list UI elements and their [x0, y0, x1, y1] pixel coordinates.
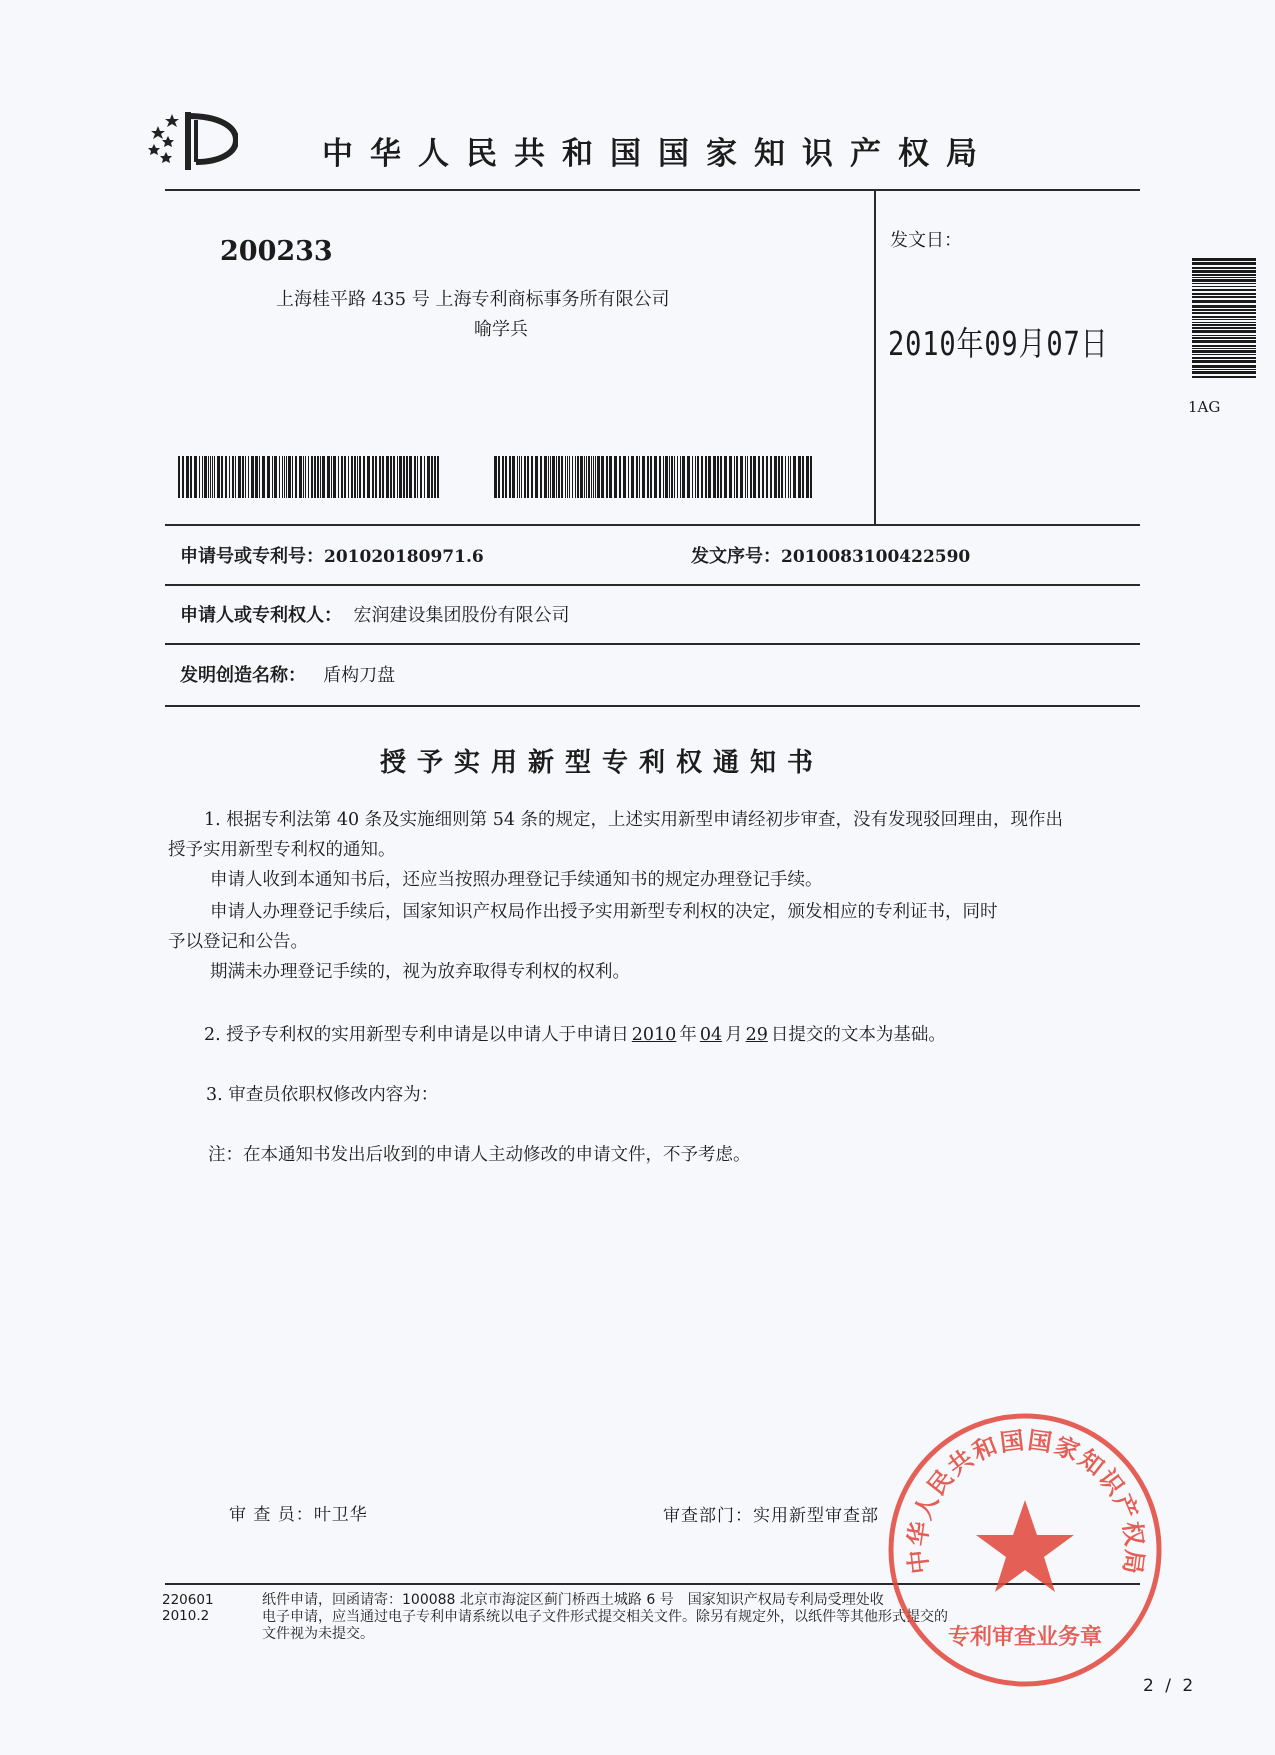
barcode-bar [284, 456, 285, 498]
barcode-bar [279, 456, 280, 498]
barcode-bar [770, 456, 772, 498]
barcode-bar [314, 456, 316, 498]
barcode-bar [267, 456, 270, 498]
barcode-bar [747, 456, 748, 498]
agent-name: 喻学兵 [474, 319, 528, 340]
barcode-bar [665, 456, 668, 498]
application-number-row [180, 542, 484, 568]
barcode-bar [1192, 262, 1256, 265]
footer-line-3: 文件视为未提交。 [262, 1626, 374, 1642]
barcode-bar [178, 456, 180, 498]
barcode-bar [221, 456, 223, 498]
barcode-bar [720, 456, 722, 498]
barcode-bar [255, 456, 258, 498]
barcode-bar [531, 456, 533, 498]
filing-month-unit: 月 [725, 1025, 743, 1045]
barcode-bar [745, 456, 746, 498]
barcode-bar [320, 456, 321, 498]
barcode-bar [572, 456, 573, 498]
barcode-bar [1192, 293, 1256, 295]
barcode-bar [1192, 348, 1256, 349]
applicant-label: 申请人或专利权人： [180, 605, 342, 626]
barcode-bar [259, 456, 260, 498]
barcode-bar [344, 456, 346, 498]
barcode-bar [650, 456, 652, 498]
barcode-bar [636, 456, 638, 498]
barcode-bar [502, 456, 504, 498]
barcode-bar [1192, 345, 1256, 347]
item-2-suffix: 日提交的文本为基础。 [770, 1025, 946, 1045]
barcode-bar [311, 456, 313, 498]
filing-year: 2010 [631, 1025, 677, 1045]
barcode-bar [1192, 270, 1256, 273]
barcode-bar [354, 456, 356, 498]
barcode-bar [379, 456, 381, 498]
barcode-right [494, 456, 814, 498]
barcode-bar [317, 456, 319, 498]
barcode-bar [521, 456, 522, 498]
barcode-bar [591, 456, 592, 498]
note: 注：在本通知书发出后收到的申请人主动修改的申请文件，不予考虑。 [208, 1145, 751, 1165]
barcode-bar [303, 456, 304, 498]
page-number: 2 / 2 [1143, 1676, 1197, 1696]
barcode-bar [527, 456, 529, 498]
rule-3 [165, 705, 1140, 707]
barcode-bar [713, 456, 716, 498]
barcode-bar [606, 456, 608, 498]
barcode-bar [1192, 300, 1256, 303]
examiner-label: 审 查 员： [229, 1505, 314, 1525]
barcode-bar [1192, 365, 1256, 368]
sipo-logo [148, 108, 238, 174]
paragraph-3-line-2: 予以登记和公告。 [168, 932, 308, 952]
barcode-bar [548, 456, 549, 498]
barcode-bar [519, 456, 520, 498]
side-code: 1AG [1188, 398, 1221, 416]
barcode-bar [788, 456, 789, 498]
barcode-bar [208, 456, 209, 498]
barcode-bar [1192, 316, 1256, 318]
barcode-bar [509, 456, 511, 498]
barcode-bar [1192, 267, 1256, 269]
barcode-bar [431, 456, 433, 498]
applicant-name: 宏润建设集团股份有限公司 [353, 605, 570, 626]
barcode-bar [639, 456, 640, 498]
barcode-side [1192, 258, 1256, 378]
barcode-bar [399, 456, 402, 498]
barcode-bar [1192, 279, 1256, 282]
barcode-bar [550, 456, 551, 498]
barcode-bar [736, 456, 738, 498]
barcode-bar [286, 456, 287, 498]
barcode-bar [631, 456, 634, 498]
barcode-bar [609, 456, 612, 498]
postcode: 200233 [220, 236, 333, 267]
barcode-bar [417, 456, 418, 498]
applicant-row [180, 601, 569, 627]
barcode-bar [182, 456, 184, 498]
barcode-bar [1192, 354, 1256, 355]
barcode-bar [202, 456, 203, 498]
barcode-bar [225, 456, 227, 498]
barcode-bar [359, 456, 361, 498]
filing-month: 04 [699, 1025, 723, 1045]
barcode-bar [595, 456, 596, 498]
barcode-bar [577, 456, 579, 498]
barcode-bar [274, 456, 277, 498]
barcode-bar [774, 456, 777, 498]
barcode-bar [1192, 324, 1256, 326]
barcode-bar [588, 456, 590, 498]
barcode-bar [1192, 312, 1256, 314]
barcode-bar [288, 456, 291, 498]
barcode-bar [232, 456, 234, 498]
paragraph-3-line-1: 申请人办理登记手续后，国家知识产权局作出授予实用新型专利权的决定，颁发相应的专利证书，同时 [210, 902, 998, 922]
paragraph-1-line-1: 1. 根据专利法第 40 条及实施细则第 54 条的规定，上述实用新型申请经初步审查，没有发现驳回理由，现作出 [204, 810, 1064, 830]
paragraph-2: 申请人收到本通知书后，还应当按照办理登记手续通知书的规定办理登记手续。 [210, 870, 823, 890]
issue-date-label: 发文日： [890, 230, 962, 251]
barcode-bar [204, 456, 207, 498]
barcode-bar [194, 456, 197, 498]
barcode-bar [535, 456, 538, 498]
application-number-label: 申请号或专利号： [180, 546, 324, 567]
barcode-bar [393, 456, 395, 498]
barcode-bar [245, 456, 246, 498]
barcode-bar [190, 456, 192, 498]
barcode-bar [1192, 369, 1256, 370]
barcode-bar [292, 456, 293, 498]
barcode-bar [242, 456, 244, 498]
barcode-bar [229, 456, 230, 498]
barcode-bar [740, 456, 743, 498]
barcode-bar [798, 456, 801, 498]
barcode-bar [793, 456, 796, 498]
barcode-bar [682, 456, 685, 498]
barcode-bar [199, 456, 200, 498]
barcode-bar [697, 456, 699, 498]
barcode-bar [575, 456, 576, 498]
barcode-bar [348, 456, 349, 498]
barcode-bar [734, 456, 735, 498]
recipient-address: 上海桂平路 435 号 上海专利商标事务所有限公司 [276, 289, 670, 310]
item-2 [204, 1020, 946, 1050]
barcode-bar [753, 456, 756, 498]
footer-line-1: 纸件申请，回函请寄：100088 北京市海淀区蓟门桥西土城路 6 号 国家知识产权局专利局受理处收 [262, 1592, 884, 1608]
barcode-bar [295, 456, 297, 498]
fields-top-rule [165, 524, 1140, 526]
barcode-bar [806, 456, 809, 498]
barcode-bar [785, 456, 786, 498]
form-code-2: 2010.2 [162, 1608, 210, 1624]
barcode-bar [238, 456, 241, 498]
barcode-bar [544, 456, 547, 498]
barcode-bar [305, 456, 306, 498]
barcode-bar [584, 456, 585, 498]
barcode-bar [341, 456, 343, 498]
barcode-bar [705, 456, 707, 498]
barcode-bar [214, 456, 215, 498]
department-label: 审查部门： [663, 1506, 753, 1526]
barcode-bar [680, 456, 681, 498]
barcode-bar [1192, 322, 1256, 323]
barcode-bar [409, 456, 412, 498]
barcode-bar [512, 456, 515, 498]
barcode-bar [1192, 286, 1256, 287]
form-code [162, 1592, 214, 1624]
barcode-bar [524, 456, 526, 498]
barcode-bar [186, 456, 189, 498]
barcode-bar [540, 456, 542, 498]
barcode-bar [382, 456, 384, 498]
barcode-bar [628, 456, 629, 498]
seal-sub-text: 专利审查业务章 [947, 1624, 1103, 1650]
barcode-bar [619, 456, 621, 498]
barcode-bar [498, 456, 500, 498]
barcode-bar [580, 456, 583, 498]
barcode-bar [556, 456, 557, 498]
barcode-bar [322, 456, 325, 498]
filing-year-unit: 年 [679, 1025, 697, 1045]
paragraph-4: 期满未办理登记手续的，视为放弃取得专利权的权利。 [210, 962, 630, 982]
barcode-bar [677, 456, 678, 498]
barcode-bar [262, 456, 265, 498]
barcode-bar [687, 456, 690, 498]
item-2-prefix: 2. 授予专利权的实用新型专利申请是以申请人于申请日 [204, 1025, 629, 1045]
barcode-bar [272, 456, 273, 498]
barcode-bar [505, 456, 507, 498]
barcode-bar [327, 456, 330, 498]
barcode-bar [778, 456, 780, 498]
barcode-bar [565, 456, 566, 498]
barcode-bar [1192, 305, 1256, 308]
barcode-bar [1192, 371, 1256, 374]
rule-1 [165, 584, 1140, 586]
barcode-bar [1192, 330, 1256, 333]
barcode-bar [420, 456, 422, 498]
barcode-bar [692, 456, 693, 498]
barcode-bar [1192, 296, 1256, 298]
barcode-bar [558, 456, 560, 498]
application-number: 201020180971.6 [324, 547, 484, 567]
barcode-bar [1192, 376, 1256, 378]
barcode-bar [308, 456, 309, 498]
barcode-bar [210, 456, 211, 498]
barcode-bar [338, 456, 339, 498]
barcode-bar [1192, 360, 1256, 363]
barcode-bar [397, 456, 398, 498]
barcode-bar [331, 456, 332, 498]
item-3: 3. 审查员依职权修改内容为： [206, 1085, 439, 1105]
barcode-bar [363, 456, 365, 498]
barcode-bar [406, 456, 408, 498]
barcode-bar [494, 456, 497, 498]
barcode-bar [1192, 357, 1256, 359]
barcode-bar [1192, 335, 1256, 336]
form-code-1: 220601 [162, 1592, 214, 1608]
barcode-bar [375, 456, 377, 498]
seal-text: 中华人民共和国国家知识产权局 [902, 1425, 1150, 1578]
barcode-bar [671, 456, 673, 498]
barcode-bar [623, 456, 626, 498]
header-divider [874, 189, 876, 525]
document-serial: 2010083100422590 [781, 547, 971, 567]
barcode-bar [708, 456, 711, 498]
barcode-bar [1192, 319, 1256, 320]
barcode-bar [1192, 289, 1256, 291]
barcode-bar [674, 456, 675, 498]
barcode-bar [1192, 327, 1256, 329]
barcode-bar [729, 456, 732, 498]
barcode-bar [762, 456, 764, 498]
barcode-bar [1192, 258, 1256, 261]
barcode-bar [586, 456, 587, 498]
barcode-bar [1192, 309, 1256, 311]
barcode-bar [642, 456, 645, 498]
invention-label: 发明创造名称： [180, 665, 306, 686]
seal-star-icon [976, 1500, 1074, 1592]
barcode-bar [701, 456, 703, 498]
notice-title: 授予实用新型专利权通知书 [380, 748, 825, 778]
barcode-bar [434, 456, 436, 498]
barcode-bar [427, 456, 430, 498]
barcode-bar [724, 456, 727, 498]
barcode-bar [248, 456, 249, 498]
barcode-bar [810, 456, 812, 498]
barcode-bar [695, 456, 696, 498]
examiner-row [229, 1500, 368, 1525]
barcode-bar [1192, 283, 1256, 284]
department-row [663, 1501, 879, 1526]
barcode-bar [593, 456, 594, 498]
barcode-bar [766, 456, 768, 498]
barcode-bar [437, 456, 439, 498]
barcode-bar [781, 456, 783, 498]
barcode-bar [1192, 350, 1256, 353]
barcode-bar [597, 456, 600, 498]
barcode-bar [802, 456, 804, 498]
barcode-bar [669, 456, 670, 498]
barcode-left [178, 456, 440, 498]
paragraph-1-line-2: 授予实用新型专利权的通知。 [168, 840, 396, 860]
barcode-bar [1192, 274, 1256, 276]
invention-row [180, 661, 395, 687]
barcode-bar [235, 456, 236, 498]
official-seal [885, 1410, 1165, 1690]
barcode-bar [424, 456, 425, 498]
barcode-bar [552, 456, 555, 498]
barcode-bar [717, 456, 719, 498]
barcode-bar [663, 456, 664, 498]
org-title: 中华人民共和国国家知识产权局 [322, 136, 994, 172]
barcode-bar [351, 456, 353, 498]
barcode-bar [299, 456, 302, 498]
barcode-bar [1192, 337, 1256, 339]
issue-date: 2010年09月07日 [888, 324, 1109, 363]
rule-2 [165, 643, 1140, 645]
barcode-bar [251, 456, 254, 498]
barcode-bar [601, 456, 604, 498]
barcode-bar [217, 456, 220, 498]
document-serial-label: 发文序号： [691, 546, 781, 567]
barcode-bar [614, 456, 617, 498]
barcode-bar [790, 456, 791, 498]
barcode-bar [282, 456, 283, 498]
barcode-bar [750, 456, 752, 498]
barcode-bar [561, 456, 563, 498]
barcode-bar [758, 456, 760, 498]
barcode-bar [333, 456, 336, 498]
filing-day: 29 [745, 1025, 768, 1045]
barcode-bar [390, 456, 392, 498]
barcode-bar [403, 456, 405, 498]
barcode-bar [1192, 277, 1256, 278]
barcode-bar [386, 456, 389, 498]
barcode-bar [1192, 340, 1256, 343]
examiner-name: 叶卫华 [313, 1505, 368, 1525]
barcode-bar [569, 456, 570, 498]
barcode-bar [659, 456, 661, 498]
barcode-bar [654, 456, 657, 498]
barcode-bar [647, 456, 649, 498]
invention-title: 盾构刀盘 [323, 665, 396, 686]
document-serial-row [691, 542, 970, 568]
barcode-bar [367, 456, 370, 498]
barcode-bar [567, 456, 568, 498]
department-name: 实用新型审查部 [753, 1506, 879, 1526]
barcode-bar [372, 456, 374, 498]
barcode-bar [414, 456, 416, 498]
header-top-rule [165, 189, 1140, 191]
footer-line-2: 电子申请，应当通过电子专利申请系统以电子文件形式提交相关文件。除另有规定外，以纸件等其他形式提交的 [262, 1609, 948, 1625]
barcode-bar [357, 456, 358, 498]
barcode-bar [212, 456, 213, 498]
barcode-bar [517, 456, 518, 498]
